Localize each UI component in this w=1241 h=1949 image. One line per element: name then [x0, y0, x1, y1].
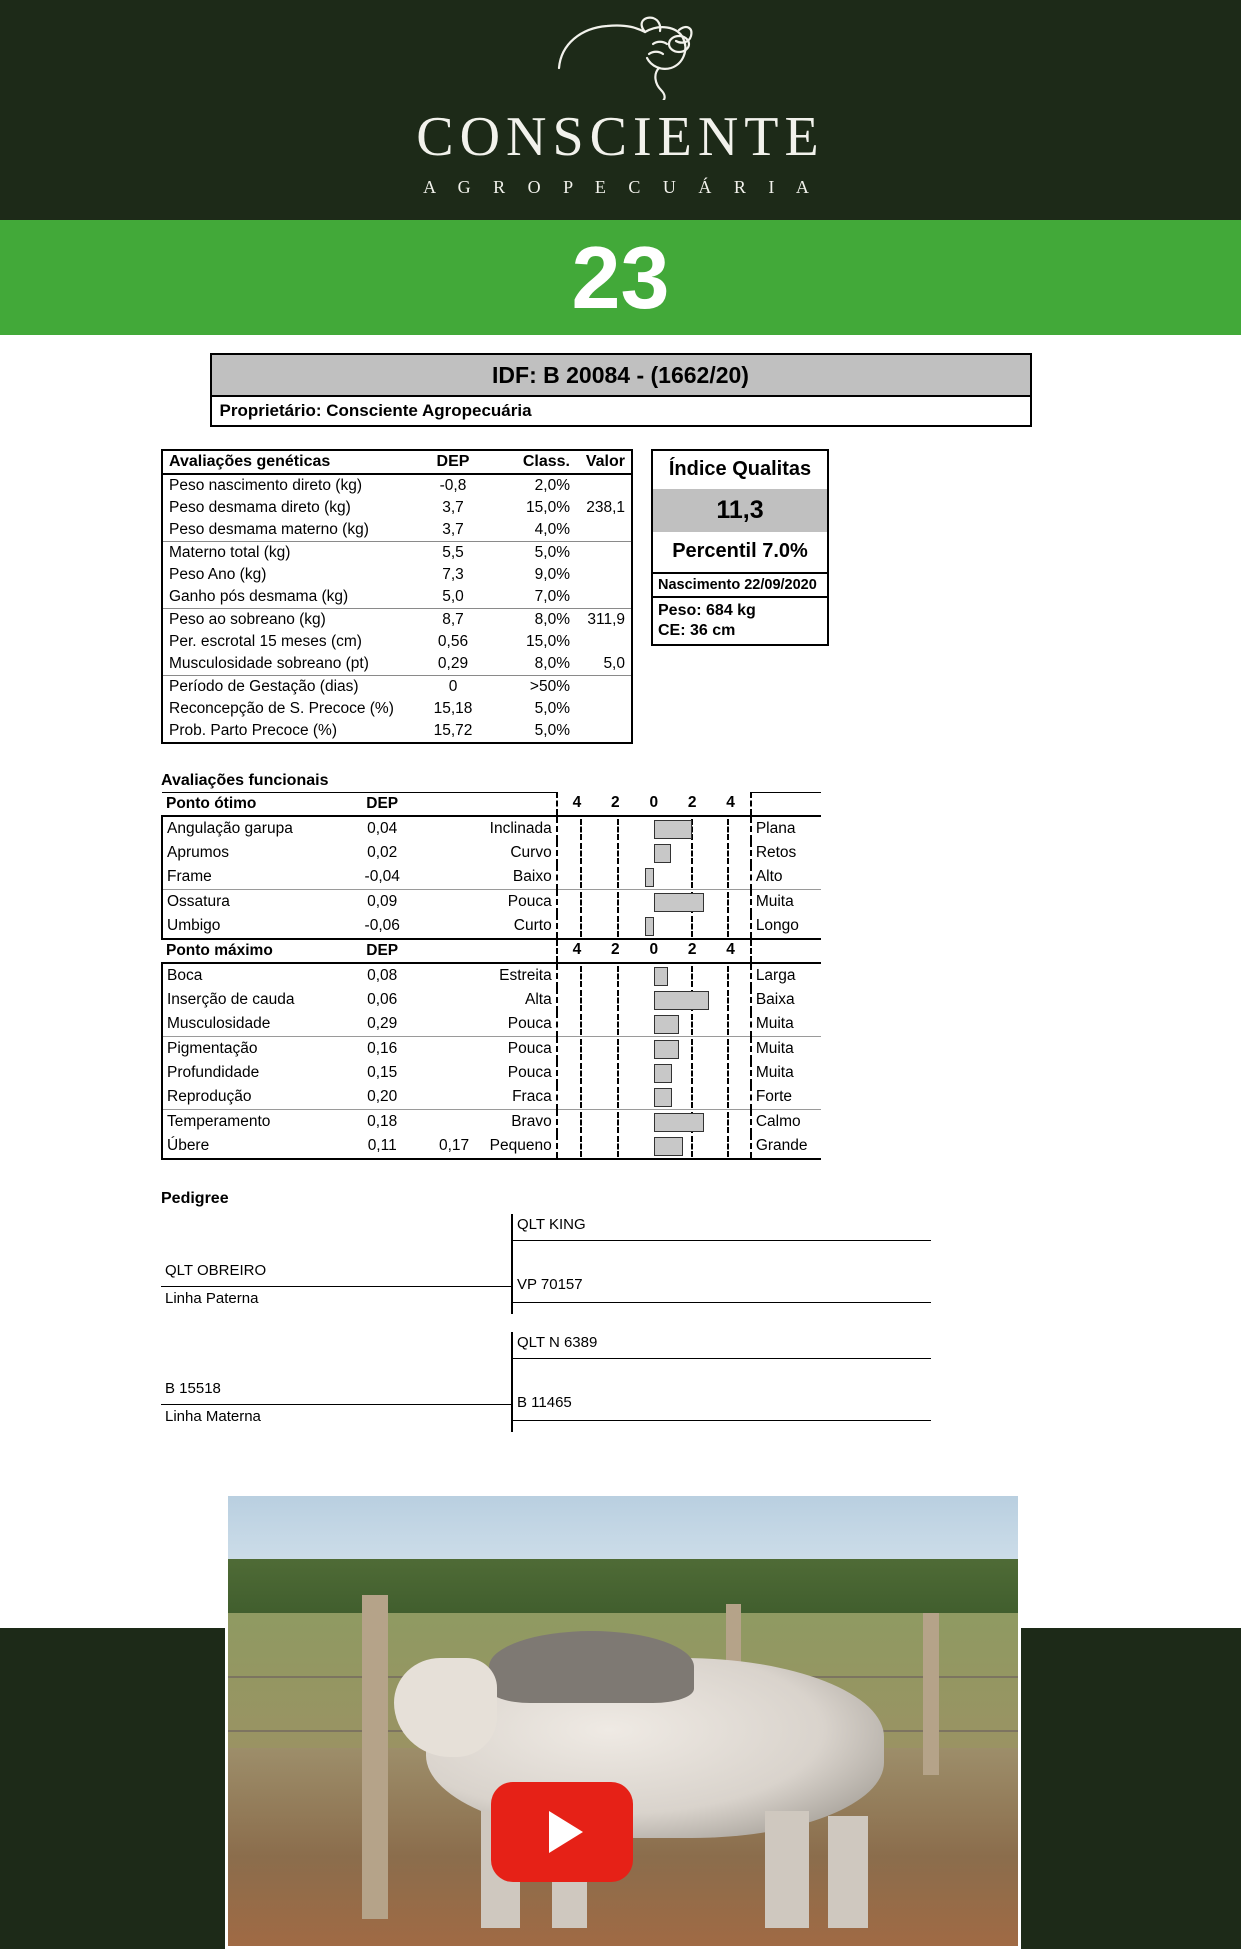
functional-bar-chart — [557, 816, 751, 841]
trait-name: Ganho pós desmama (kg) — [169, 588, 349, 605]
table-header-row — [162, 450, 632, 474]
pedigree-dam-column — [161, 1332, 511, 1432]
functional-right-label: Retos — [751, 841, 821, 865]
functional-left-label: Inclinada — [473, 816, 557, 841]
functional-left-label: Bravo — [473, 1110, 557, 1135]
functional-left-label: Estreita — [473, 963, 557, 988]
trait-dep: 3,7 — [442, 499, 464, 516]
brand-subtitle: A G R O P E C U Á R I A — [423, 177, 818, 197]
functional-trait-extra: 0,17 — [418, 1134, 473, 1159]
functional-bar-chart — [557, 841, 751, 865]
functional-trait-name: Aprumos — [162, 841, 346, 865]
trait-class: 5,0% — [534, 700, 570, 717]
functional-left-label: Pouca — [473, 890, 557, 915]
functional-left-label: Pouca — [473, 1061, 557, 1085]
scale-tick: 4 — [726, 793, 735, 811]
trait-valor — [574, 698, 632, 720]
functional-trait-extra — [418, 1061, 473, 1085]
pedigree-maternal-grandparents — [511, 1332, 931, 1432]
trait-valor — [574, 720, 632, 743]
trait-class: 5,0% — [534, 722, 570, 739]
bar-cell — [562, 843, 746, 864]
pedigree-title: Pedigree — [161, 1190, 229, 1207]
functional-left-label: Curvo — [473, 841, 557, 865]
table-row — [162, 676, 632, 699]
group-dep-header: DEP — [346, 793, 418, 817]
functional-bar-chart — [557, 890, 751, 915]
functional-bar-chart — [557, 1012, 751, 1037]
trait-dep: 5,5 — [412, 542, 494, 565]
scale-tick: 0 — [649, 941, 659, 958]
functional-bar-chart — [557, 1085, 751, 1110]
functional-evaluations-section — [0, 772, 1241, 1160]
functional-row — [162, 1061, 821, 1085]
trait-valor — [574, 519, 632, 542]
trait-valor — [574, 676, 632, 699]
trait-valor: 311,9 — [574, 609, 632, 632]
functional-trait-dep: 0,15 — [367, 1064, 398, 1081]
trait-dep: 3,7 — [442, 521, 464, 538]
bar-cell — [562, 1136, 746, 1157]
functional-trait-name: Musculosidade — [162, 1012, 346, 1037]
functional-group-header — [162, 793, 821, 817]
paternal-line-label: Linha Paterna — [165, 1290, 259, 1307]
trait-dep: -0,8 — [439, 477, 467, 494]
functional-trait-extra — [418, 1037, 473, 1062]
trait-bar — [654, 893, 705, 912]
functional-section-title: Avaliações funcionais — [161, 772, 329, 789]
functional-trait-extra — [418, 1012, 473, 1037]
functional-trait-dep: 0,06 — [367, 991, 398, 1008]
functional-trait-extra — [418, 988, 473, 1012]
cow-head-icon — [541, 10, 701, 105]
pedigree-section — [0, 1190, 1080, 1432]
trait-class: 8,0% — [534, 655, 570, 672]
functional-trait-dep: 0,18 — [346, 1110, 418, 1135]
trait-dep: 0 — [412, 676, 494, 699]
functional-left-label: Pouca — [473, 1037, 557, 1062]
functional-trait-dep: 0,02 — [367, 844, 398, 861]
trait-dep: 5,0 — [442, 588, 464, 605]
trait-name: Período de Gestação (dias) — [162, 676, 412, 699]
functional-trait-extra — [418, 914, 473, 939]
group-title: Ponto ótimo — [162, 793, 346, 817]
table-row — [162, 720, 632, 743]
group-title: Ponto máximo — [162, 939, 346, 963]
trait-class: 2,0% — [534, 477, 570, 494]
table-row — [162, 698, 632, 720]
table-row — [162, 564, 632, 586]
trait-class: 9,0% — [534, 566, 570, 583]
functional-right-label: Muita — [751, 1037, 821, 1062]
table-row — [162, 497, 632, 519]
functional-row — [162, 1134, 821, 1159]
functional-trait-dep: -0,04 — [364, 868, 400, 885]
paternal-grandsire: QLT KING — [517, 1216, 586, 1233]
maternal-grandsire: QLT N 6389 — [517, 1334, 598, 1351]
scale-tick: 2 — [611, 793, 620, 811]
functional-trait-extra — [418, 841, 473, 865]
trait-bar — [654, 844, 671, 863]
trait-name: Prob. Parto Precoce (%) — [169, 722, 337, 739]
functional-right-label: Muita — [751, 1012, 821, 1037]
idf-bar: IDF: B 20084 - (1662/20) — [210, 353, 1032, 397]
qualitas-percentile: Percentil 7.0% — [653, 532, 827, 574]
functional-row — [162, 890, 821, 915]
trait-name: Reconcepção de S. Precoce (%) — [169, 700, 394, 717]
functional-left-label: Pequeno — [473, 1134, 557, 1159]
functional-bar-chart — [557, 1134, 751, 1159]
functional-right-label: Muita — [751, 890, 821, 915]
trait-bar — [654, 1088, 672, 1107]
page-header — [0, 0, 1241, 220]
trait-name: Materno total (kg) — [162, 542, 412, 565]
qualitas-value: 11,3 — [653, 489, 827, 532]
ce-value: CE: 36 cm — [658, 622, 736, 639]
bar-cell — [562, 966, 746, 987]
functional-trait-name: Temperamento — [162, 1110, 346, 1135]
scale-tick: 2 — [687, 793, 697, 811]
functional-bar-chart — [557, 1061, 751, 1085]
col-header-class: Class. — [494, 450, 574, 474]
bar-cell — [562, 1014, 746, 1035]
trait-dep: 8,7 — [412, 609, 494, 632]
table-row — [162, 474, 632, 497]
trait-class: 15,0% — [526, 499, 570, 516]
brand-name: CONSCIENTE — [416, 106, 825, 168]
functional-row — [162, 1012, 821, 1037]
functional-trait-name: Úbere — [162, 1134, 346, 1159]
trait-name: Per. escrotal 15 meses (cm) — [169, 633, 362, 650]
functional-trait-extra — [418, 1110, 473, 1135]
trait-name: Peso desmama materno (kg) — [169, 521, 369, 538]
trait-valor — [574, 474, 632, 497]
trait-valor: 5,0 — [603, 655, 625, 672]
functional-trait-extra — [418, 963, 473, 988]
col-header-dep: DEP — [412, 450, 494, 474]
functional-trait-dep: 0,16 — [346, 1037, 418, 1062]
table-row — [162, 542, 632, 565]
scale-axis — [558, 941, 750, 961]
bar-cell — [562, 867, 746, 888]
trait-dep: 0,29 — [437, 655, 469, 672]
table-row — [162, 653, 632, 676]
table-row — [162, 586, 632, 609]
trait-valor — [574, 542, 632, 565]
trait-dep: 7,3 — [442, 566, 464, 583]
genetic-evaluations-table — [161, 449, 633, 744]
functional-right-label: Longo — [751, 914, 821, 939]
functional-trait-name: Pigmentação — [162, 1037, 346, 1062]
functional-bar-chart — [557, 1037, 751, 1062]
scale-tick: 4 — [572, 793, 582, 811]
trait-class: 4,0% — [534, 521, 570, 538]
trait-valor — [574, 564, 632, 586]
qualitas-title: Índice Qualitas — [668, 458, 812, 480]
functional-trait-dep: -0,06 — [346, 914, 418, 939]
functional-row — [162, 816, 821, 841]
trait-bar — [654, 820, 693, 839]
table-row — [162, 519, 632, 542]
functional-group-header — [162, 939, 821, 963]
functional-left-label: Curto — [473, 914, 557, 939]
photo-area — [0, 1493, 1241, 1949]
functional-right-label: Grande — [751, 1134, 821, 1159]
functional-trait-extra — [418, 816, 473, 841]
scale-tick: 2 — [687, 941, 697, 958]
functional-right-label: Larga — [751, 963, 821, 988]
sire-name: QLT OBREIRO — [165, 1262, 267, 1279]
functional-row — [162, 1037, 821, 1062]
trait-bar — [654, 1113, 705, 1132]
bar-cell — [562, 916, 746, 937]
functional-right-label: Calmo — [751, 1110, 821, 1135]
trait-bar — [645, 917, 654, 936]
play-icon — [549, 1811, 583, 1853]
functional-left-label: Pouca — [473, 1012, 557, 1037]
functional-row — [162, 841, 821, 865]
functional-trait-dep: 0,04 — [367, 820, 398, 837]
paternal-granddam: VP 70157 — [517, 1276, 583, 1293]
trait-class: 8,0% — [494, 609, 574, 632]
trait-name: Peso Ano (kg) — [169, 566, 267, 583]
functional-trait-dep: 0,09 — [346, 890, 418, 915]
play-button[interactable] — [491, 1782, 633, 1882]
genetics-and-index-row — [0, 449, 1241, 744]
functional-trait-extra — [418, 1085, 473, 1110]
functional-trait-name: Angulação garupa — [162, 816, 346, 841]
maternal-granddam: B 11465 — [517, 1394, 572, 1411]
functional-bar-chart — [557, 865, 751, 890]
functional-trait-name: Ossatura — [162, 890, 346, 915]
trait-dep: 15,72 — [433, 722, 473, 739]
functional-trait-dep: 0,29 — [367, 1015, 398, 1032]
owner-bar: Proprietário: Consciente Agropecuária — [210, 397, 1032, 427]
functional-trait-dep: 0,08 — [367, 967, 398, 984]
pedigree-maternal-block — [161, 1332, 1080, 1432]
functional-row — [162, 1110, 821, 1135]
functional-trait-extra — [418, 890, 473, 915]
trait-valor: 238,1 — [586, 499, 625, 516]
functional-trait-name: Profundidade — [162, 1061, 346, 1085]
weight-value: Peso: 684 kg — [658, 602, 756, 619]
trait-bar — [654, 1015, 679, 1034]
scale-tick: 0 — [649, 793, 659, 811]
functional-row — [162, 914, 821, 939]
functional-left-label: Baixo — [473, 865, 557, 890]
trait-class: 15,0% — [526, 633, 570, 650]
bar-cell — [562, 990, 746, 1011]
bar-cell — [562, 819, 746, 840]
bull-photo — [225, 1493, 1021, 1949]
trait-class: >50% — [494, 676, 574, 699]
col-header-valor: Valor — [574, 450, 632, 474]
trait-name: Musculosidade sobreano (pt) — [169, 655, 369, 672]
pedigree-paternal-grandparents — [511, 1214, 931, 1314]
measurements — [653, 598, 827, 644]
bar-cell — [562, 1039, 746, 1060]
functional-trait-dep: 0,20 — [367, 1088, 398, 1105]
functional-row — [162, 963, 821, 988]
functional-trait-name: Boca — [162, 963, 346, 988]
table-row — [162, 609, 632, 632]
bar-cell — [562, 1112, 746, 1133]
trait-valor — [574, 631, 632, 653]
birth-date: Nascimento 22/09/2020 — [653, 574, 827, 598]
functional-right-label: Muita — [751, 1061, 821, 1085]
trait-bar — [645, 868, 654, 887]
functional-bar-chart — [557, 914, 751, 939]
functional-right-label: Alto — [751, 865, 821, 890]
functional-trait-dep: 0,11 — [346, 1134, 418, 1159]
group-dep-header: DEP — [346, 939, 418, 963]
col-header-trait: Avaliações genéticas — [162, 450, 412, 474]
functional-row — [162, 865, 821, 890]
functional-bar-chart — [557, 963, 751, 988]
dam-name: B 15518 — [165, 1380, 221, 1397]
functional-right-label: Forte — [751, 1085, 821, 1110]
functional-table — [161, 792, 821, 1160]
functional-trait-name: Umbigo — [162, 914, 346, 939]
trait-name: Peso ao sobreano (kg) — [162, 609, 412, 632]
scale-tick: 4 — [572, 941, 582, 958]
trait-bar — [654, 1040, 679, 1059]
pedigree-sire-column — [161, 1214, 511, 1314]
trait-bar — [654, 1137, 683, 1156]
bar-cell — [562, 1063, 746, 1084]
functional-left-label: Fraca — [473, 1085, 557, 1110]
table-row — [162, 631, 632, 653]
scale-axis — [558, 794, 750, 814]
trait-bar — [654, 1064, 672, 1083]
functional-trait-name: Frame — [162, 865, 346, 890]
functional-row — [162, 1085, 821, 1110]
trait-name: Peso nascimento direto (kg) — [169, 477, 362, 494]
pedigree-paternal-block — [161, 1214, 1080, 1314]
sheet-body — [0, 335, 1241, 1432]
trait-bar — [654, 967, 668, 986]
functional-trait-name: Inserção de cauda — [162, 988, 346, 1012]
trait-valor — [574, 586, 632, 609]
trait-dep: 15,18 — [433, 700, 473, 717]
bar-cell — [562, 892, 746, 913]
lot-number-band — [0, 220, 1241, 335]
trait-bar — [654, 991, 709, 1010]
lot-number: 23 — [571, 227, 670, 327]
functional-bar-chart — [557, 1110, 751, 1135]
bar-cell — [562, 1087, 746, 1108]
scale-tick: 4 — [726, 941, 735, 958]
functional-trait-extra — [418, 865, 473, 890]
trait-class: 7,0% — [534, 588, 570, 605]
maternal-line-label: Linha Materna — [165, 1408, 261, 1425]
functional-left-label: Alta — [473, 988, 557, 1012]
functional-bar-chart — [557, 988, 751, 1012]
trait-name: Peso desmama direto (kg) — [169, 499, 351, 516]
qualitas-index-panel — [651, 449, 829, 646]
functional-trait-name: Reprodução — [162, 1085, 346, 1110]
functional-right-label: Plana — [751, 816, 821, 841]
scale-tick: 2 — [611, 941, 620, 958]
functional-row — [162, 988, 821, 1012]
trait-class: 5,0% — [494, 542, 574, 565]
trait-dep: 0,56 — [437, 633, 469, 650]
functional-right-label: Baixa — [751, 988, 821, 1012]
